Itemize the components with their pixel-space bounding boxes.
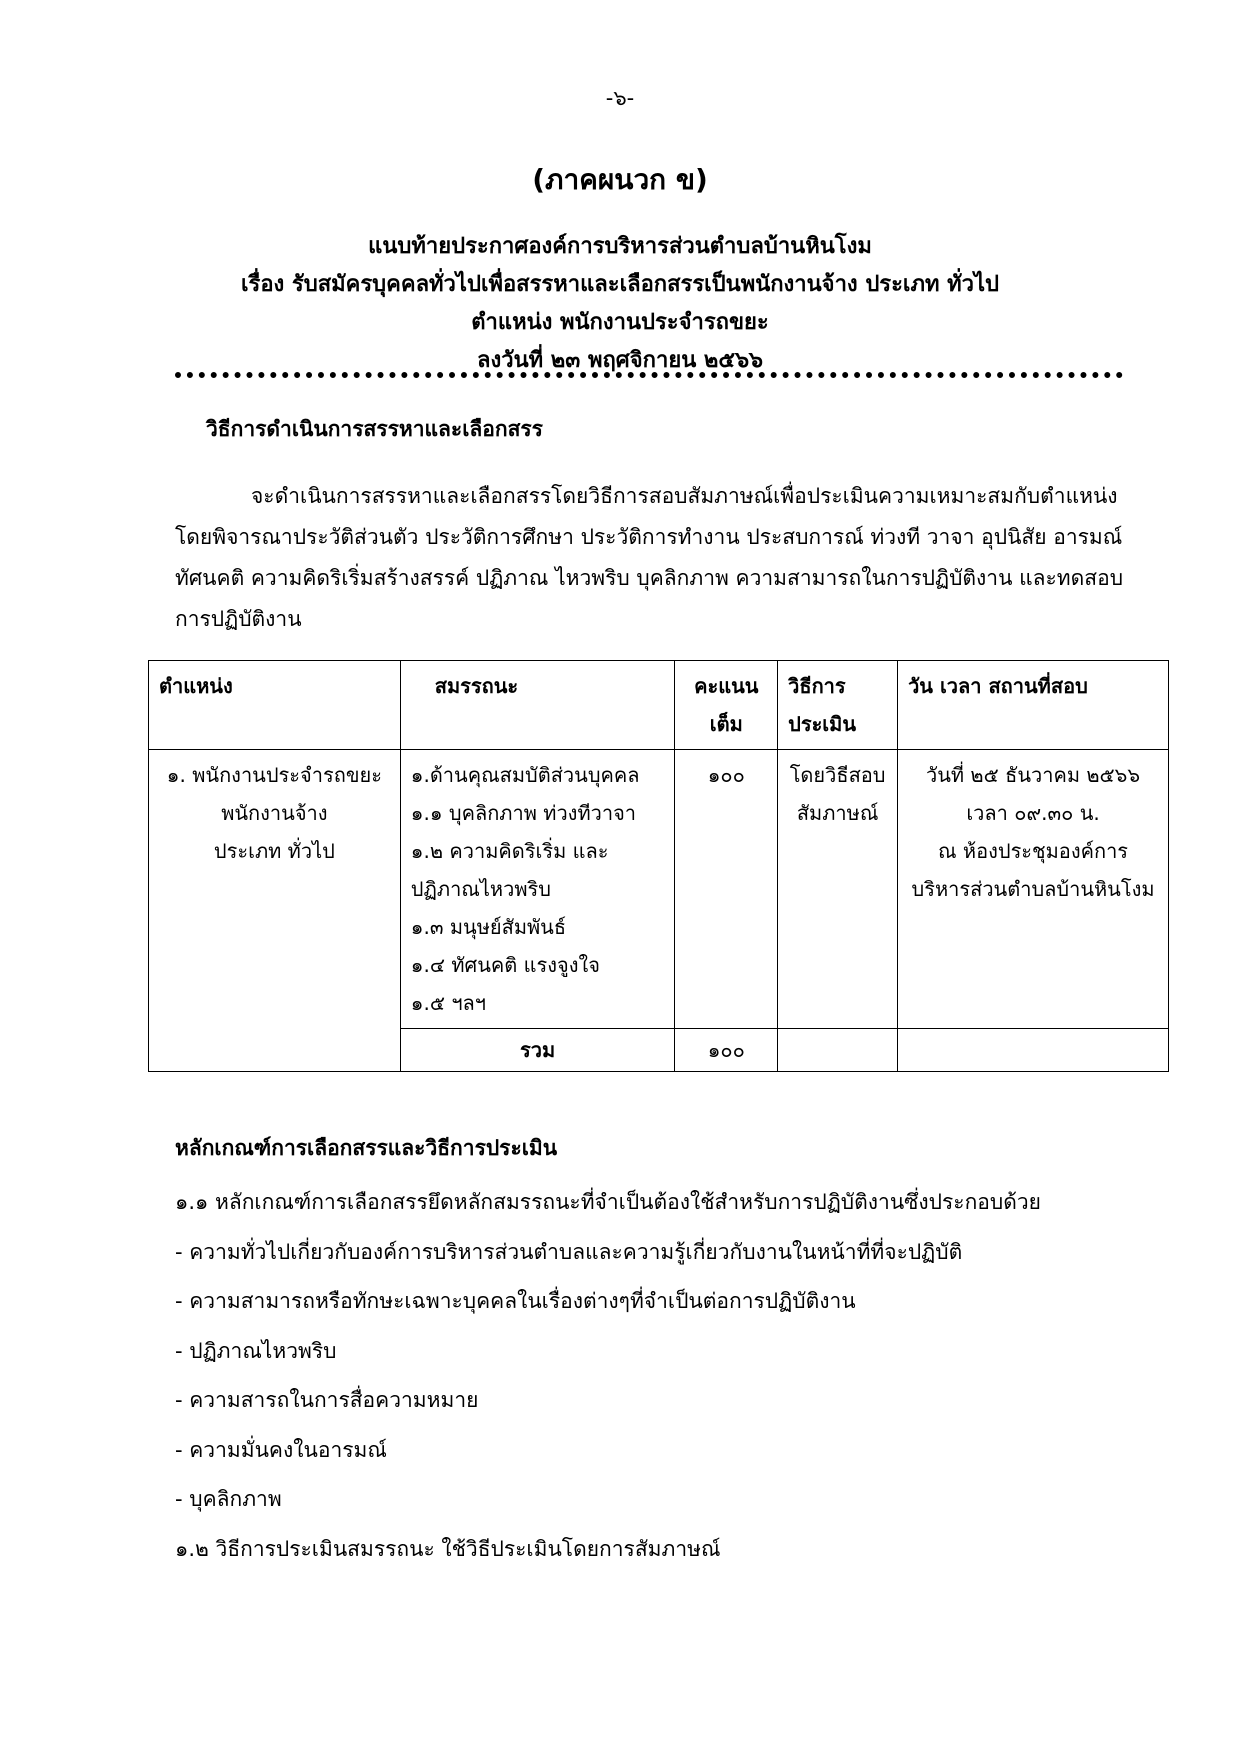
assessment-table <box>148 660 1169 1072</box>
section-heading: วิธีการดำเนินการสรรหาและเลือกสรร <box>206 417 543 441</box>
header-competency <box>400 661 675 750</box>
header-method <box>778 661 898 750</box>
header-position <box>149 661 401 750</box>
appendix-title: (ภาคผนวก ข) <box>532 163 708 196</box>
header-competency-label: สมรรถนะ <box>434 674 519 698</box>
total-label: รวม <box>520 1038 556 1062</box>
intro-line: โดยพิจารณาประวัติส่วนตัว ประวัติการศึกษา ประวัติการทำงาน ประสบการณ์ ท่วงที วาจา อุปนิสัย อารมณ์ <box>175 525 1123 549</box>
header-method-line: วิธีการ <box>788 674 846 698</box>
schedule-line: เวลา ๐๙.๓๐ น. <box>966 801 1100 825</box>
header-score <box>675 661 778 750</box>
competency-line: ๑.๓ มนุษย์สัมพันธ์ <box>410 915 567 939</box>
header-line-3: ตำแหน่ง พนักงานประจำรถขยะ <box>471 310 769 335</box>
position-line: ๑. พนักงานประจำรถขยะ <box>166 763 382 787</box>
criteria-line: - ความสามารถหรือทักษะเฉพาะบุคคลในเรื่องต่างๆที่จำเป็นต่อการปฏิบัติงาน <box>175 1289 856 1313</box>
cell-empty <box>898 1029 1169 1072</box>
criteria-heading: หลักเกณฑ์การเลือกสรรและวิธีการประเมิน <box>175 1136 558 1160</box>
cell-total-score <box>675 1029 778 1072</box>
competency-line: ๑.๑ บุคลิกภาพ ท่วงทีวาจา <box>410 801 637 825</box>
schedule-line: ณ ห้องประชุมองค์การ <box>938 839 1129 863</box>
criteria-line: - บุคลิกภาพ <box>175 1487 282 1511</box>
header-line-2: เรื่อง รับสมัครบุคคลทั่วไปเพื่อสรรหาและเลือกสรรเป็นพนักงานจ้าง ประเภท ทั่วไป <box>240 272 999 297</box>
cell-position <box>149 750 401 1072</box>
score-value: ๑๐๐ <box>707 763 745 787</box>
competency-line: ๑.๕ ฯลฯ <box>410 991 487 1015</box>
method-line: โดยวิธีสอบ <box>789 763 886 787</box>
page-number: -๖- <box>605 86 635 110</box>
announcement-header <box>0 228 1240 380</box>
intro-line: ทัศนคติ ความคิดริเริ่มสร้างสรรค์ ปฏิภาณ ไหวพริบ บุคลิกภาพ ความสามารถในการปฏิบัติงาน และทดสอบ <box>175 566 1124 590</box>
header-schedule <box>898 661 1169 750</box>
header-line-1: แนบท้ายประกาศองค์การบริหารส่วนตำบลบ้านหินโงม <box>368 234 872 259</box>
dotted-divider <box>175 372 1123 378</box>
cell-score <box>675 750 778 1029</box>
schedule-line: บริหารส่วนตำบลบ้านหินโงม <box>911 877 1155 901</box>
schedule-line: วันที่ ๒๕ ธันวาคม ๒๕๖๖ <box>925 763 1141 787</box>
header-position-label: ตำแหน่ง <box>159 674 233 698</box>
header-line-4: ลงวันที่ ๒๓ พฤศจิกายน ๒๕๖๖ <box>477 348 763 373</box>
criteria-list <box>175 1178 1135 1574</box>
header-schedule-label: วัน เวลา สถานที่สอบ <box>908 674 1088 698</box>
criteria-line: - ความมั่นคงในอารมณ์ <box>175 1437 387 1462</box>
intro-line: จะดำเนินการสรรหาและเลือกสรรโดยวิธีการสอบสัมภาษณ์เพื่อประเมินความเหมาะสมกับตำแหน่ง <box>251 484 1118 508</box>
header-score-line: คะแนน <box>694 674 759 698</box>
intro-line: การปฏิบัติงาน <box>175 607 302 631</box>
cell-method <box>778 750 898 1029</box>
position-line: ประเภท ทั่วไป <box>213 839 335 863</box>
header-score-line: เต็ม <box>709 712 743 736</box>
cell-schedule <box>898 750 1169 1029</box>
header-method-line: ประเมิน <box>788 712 856 736</box>
criteria-line: - ความทั่วไปเกี่ยวกับองค์การบริหารส่วนตำบลและความรู้เกี่ยวกับงานในหน้าที่ที่จะปฏิบัติ <box>175 1239 963 1264</box>
table-header-row <box>149 661 1169 750</box>
method-line: สัมภาษณ์ <box>796 801 879 825</box>
criteria-line: ๑.๑ หลักเกณฑ์การเลือกสรรยึดหลักสมรรถนะที่จำเป็นต้องใช้สำหรับการปฏิบัติงานซึ่งประกอบด้วย <box>175 1190 1041 1214</box>
competency-line: ๑.๔ ทัศนคติ แรงจูงใจ <box>410 953 600 977</box>
cell-competency <box>400 750 675 1029</box>
cell-total-label <box>400 1029 675 1072</box>
position-line: พนักงานจ้าง <box>221 801 328 825</box>
competency-line: ๑.๒ ความคิดริเริ่ม และ <box>410 839 609 863</box>
total-score: ๑๐๐ <box>707 1038 745 1062</box>
competency-line: ๑.ด้านคุณสมบัติส่วนบุคคล <box>410 763 640 787</box>
table-row <box>149 750 1169 1029</box>
criteria-line: - ความสารถในการสื่อความหมาย <box>175 1388 479 1412</box>
cell-empty <box>778 1029 898 1072</box>
competency-line: ปฏิภาณไหวพริบ <box>410 877 551 901</box>
criteria-line: - ปฏิภาณไหวพริบ <box>175 1338 337 1363</box>
criteria-line: ๑.๒ วิธีการประเมินสมรรถนะ ใช้วิธีประเมินโดยการสัมภาษณ์ <box>175 1536 721 1561</box>
intro-paragraph <box>175 476 1124 640</box>
